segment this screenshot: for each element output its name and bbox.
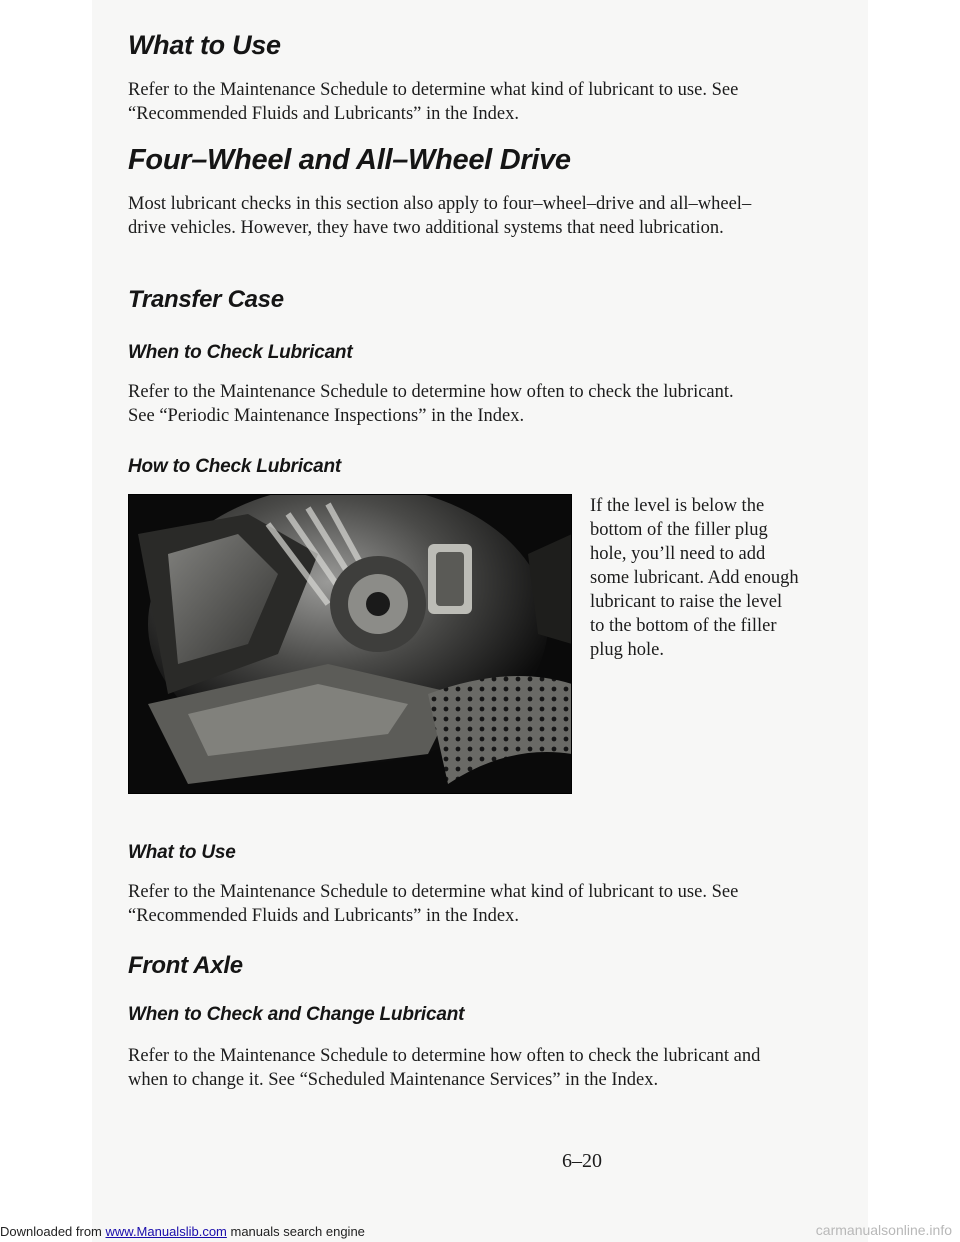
what-to-use-paragraph: Refer to the Maintenance Schedule to determine what kind of lubricant to use. See “Recommended Fluids and Lubricants” in the Index. xyxy=(128,80,739,124)
heading-how-to-check: How to Check Lubricant xyxy=(128,456,342,477)
what-to-use-2-paragraph: Refer to the Maintenance Schedule to determine what kind of lubricant to use. See “Recommended Fluids and Lubricants” in the Index. xyxy=(128,882,739,926)
heading-transfer-case: Transfer Case xyxy=(128,286,284,313)
transfer-case-photo-illustration xyxy=(128,494,572,794)
page-number: 6–20 xyxy=(562,1150,602,1172)
footer-suffix: manuals search engine xyxy=(226,1224,365,1239)
watermark: carmanualsonline.info xyxy=(815,1222,952,1238)
heading-when-to-change: When to Check and Change Lubricant xyxy=(128,1004,465,1025)
when-to-change-paragraph: Refer to the Maintenance Schedule to determine how often to check the lubricant and when to change it. See “Scheduled Maintenance Services” in the Index. xyxy=(128,1046,761,1090)
when-to-check-paragraph: Refer to the Maintenance Schedule to determine how often to check the lubricant. See “Periodic Maintenance Inspections” in the Index. xyxy=(128,382,734,426)
heading-front-axle: Front Axle xyxy=(128,952,243,979)
heading-what-to-use-2: What to Use xyxy=(128,842,236,863)
transfer-case-photo xyxy=(128,494,572,794)
four-wheel-paragraph: Most lubricant checks in this section also apply to four–wheel–drive and all–wheel–drive vehicles. However, they have two additional systems that need lubrication. xyxy=(128,194,752,238)
heading-when-to-check: When to Check Lubricant xyxy=(128,342,353,363)
heading-four-wheel-drive: Four–Wheel and All–Wheel Drive xyxy=(128,144,571,176)
heading-what-to-use: What to Use xyxy=(128,30,281,60)
manualslib-link[interactable]: www.Manualslib.com xyxy=(105,1224,227,1239)
download-footer xyxy=(0,1224,365,1239)
footer-prefix: Downloaded from xyxy=(0,1224,106,1239)
how-to-check-side-text: If the level is below the bottom of the filler plug hole, you’ll need to add some lubricant. Add enough lubricant to raise the level to the bottom of the filler plug hole. xyxy=(590,496,799,660)
